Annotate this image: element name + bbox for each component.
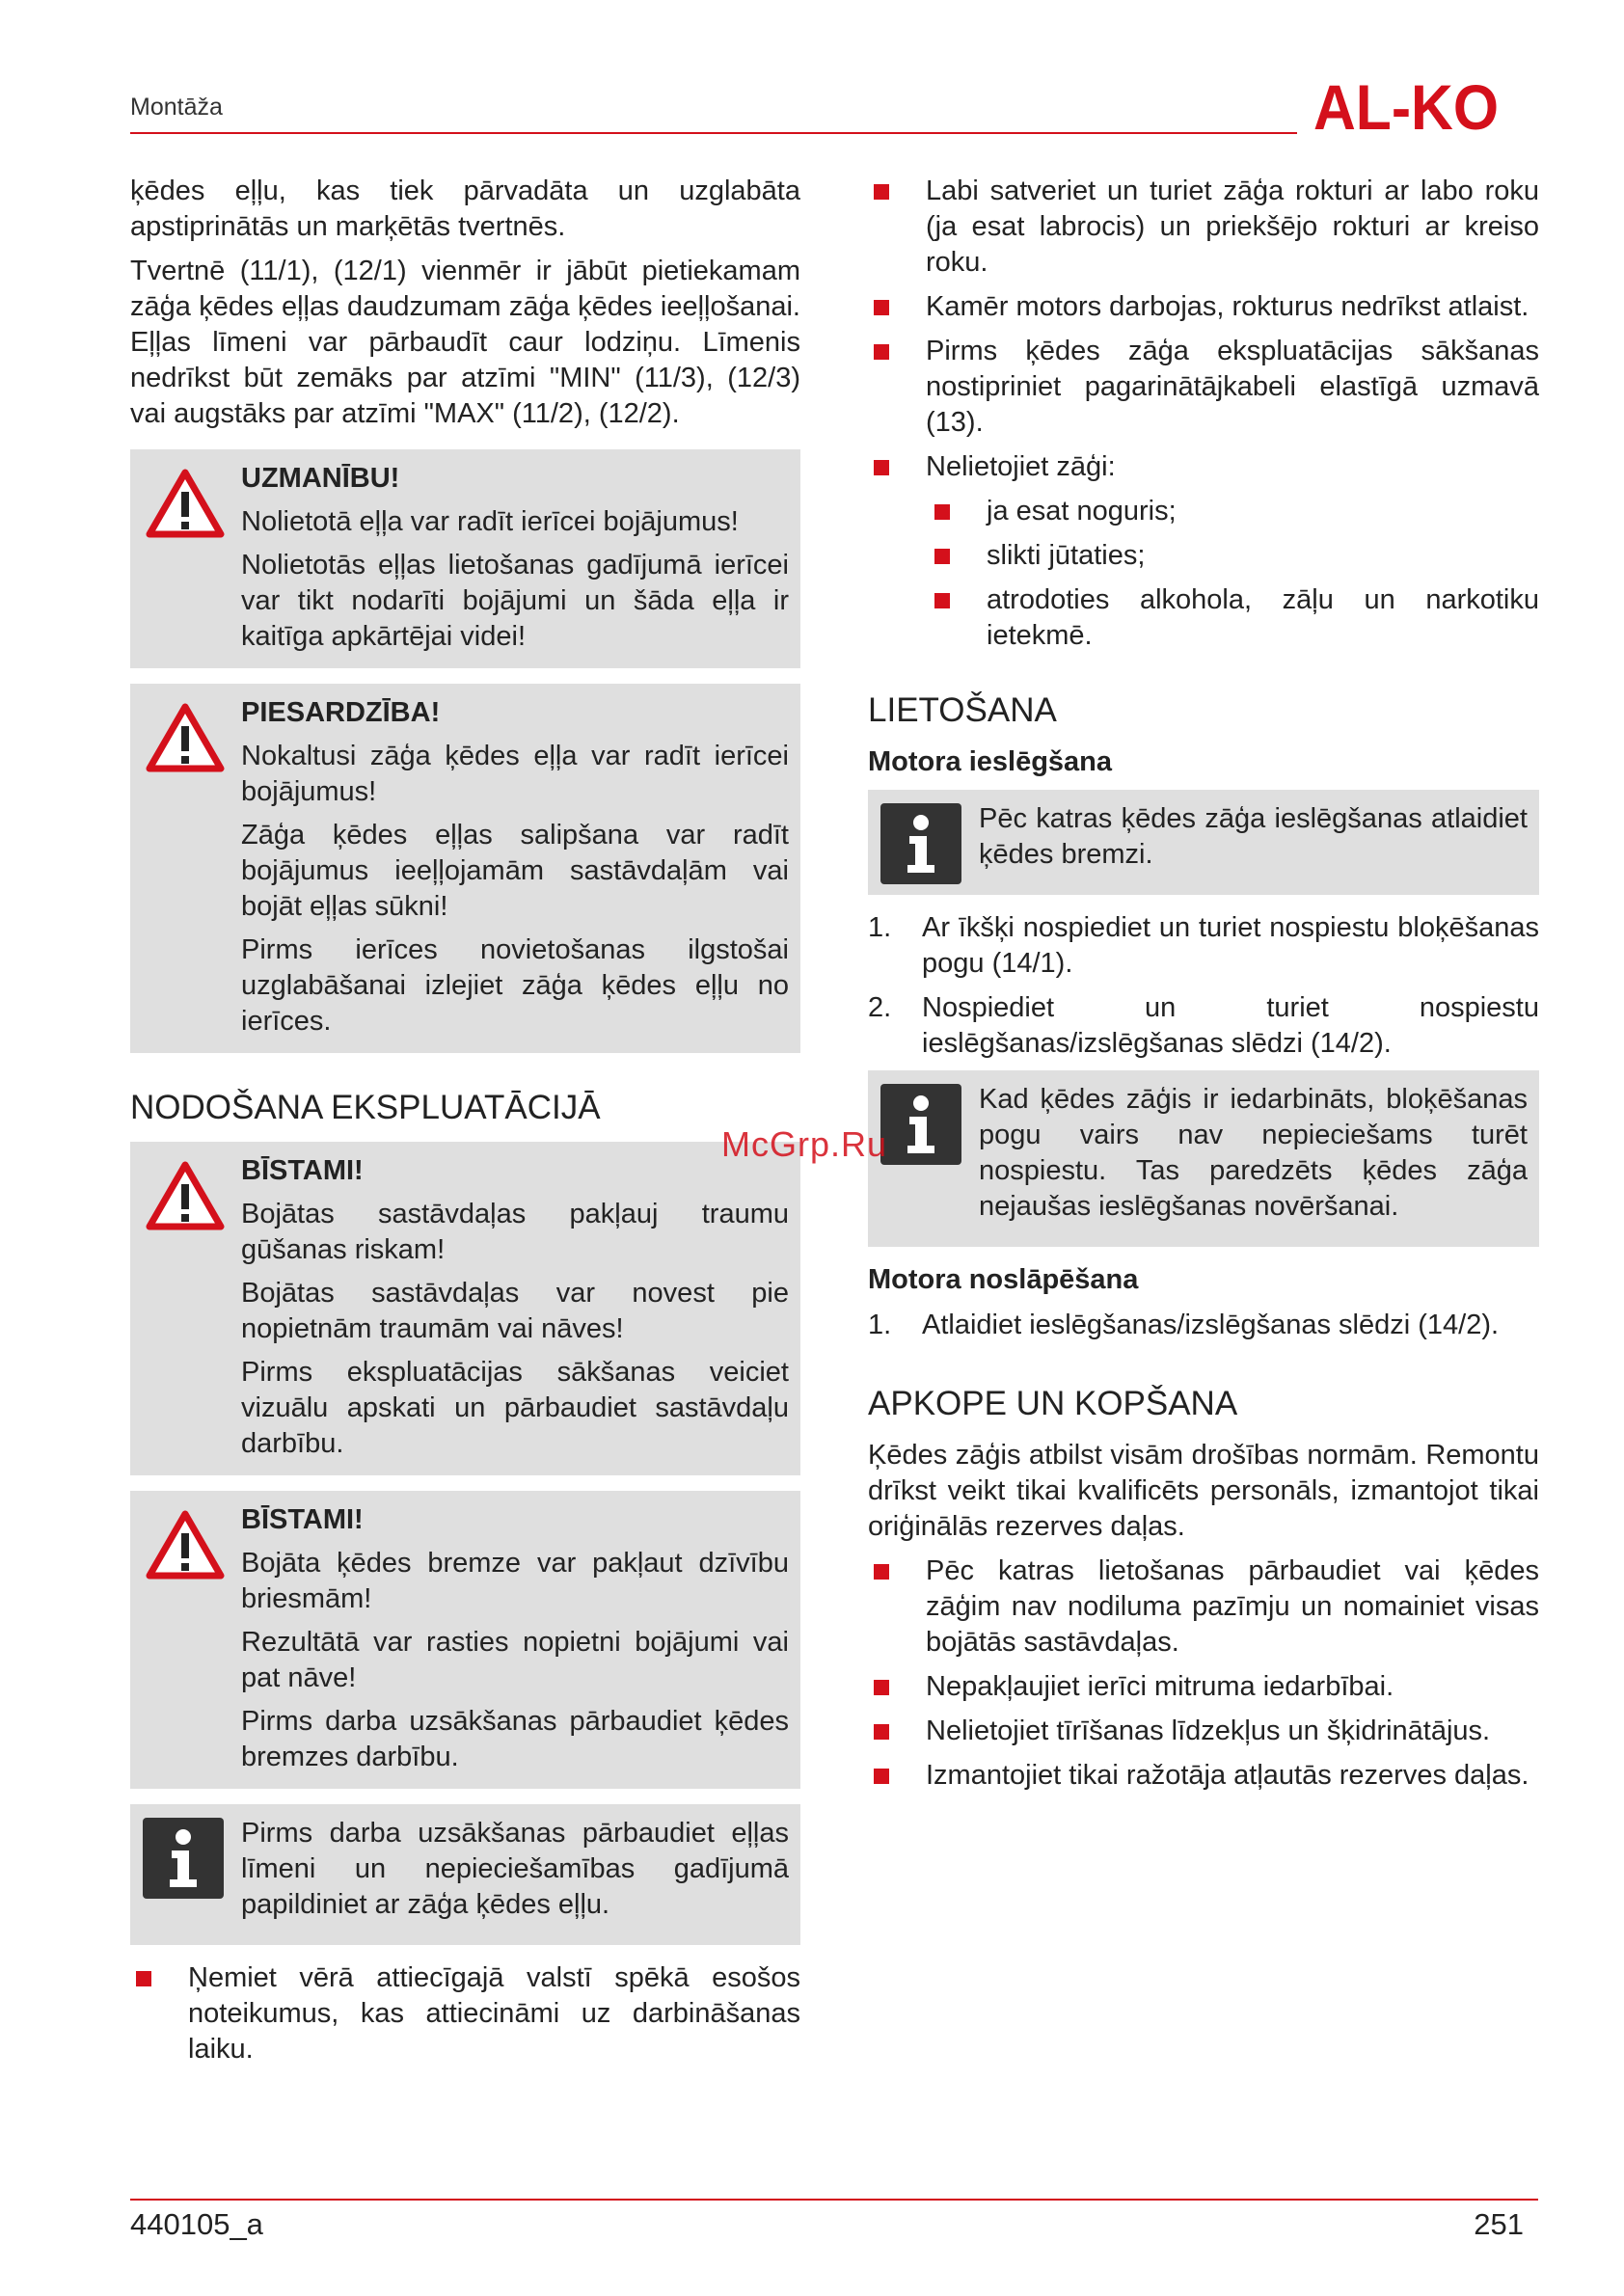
caution-text: Zāģa ķēdes eļļas salipšana var radīt bojājumus ieeļļojamām sastāvdaļām vai bojāt eļļas sūkni!	[241, 820, 789, 922]
sub-list-item: atrodoties alkohola, zāļu un narkotiku ietekmē.	[868, 582, 1539, 654]
numbered-step: 2. Nospiediet un turiet nospiestu ieslēgšanas/izslēgšanas slēdzi (14/2).	[868, 992, 1539, 1059]
warning-triangle-icon	[146, 1161, 225, 1230]
caution-text: Nolietotās eļļas lietošanas gadījumā ierīcei var tikt nodarīti bojājumi un šāda eļļa ir kaitīga apkārtējai videi!	[241, 550, 789, 652]
subheading-start-motor: Motora ieslēgšana	[868, 746, 1113, 777]
danger-box-components	[130, 1142, 800, 1475]
subheading-stop-motor: Motora noslāpēšana	[868, 1264, 1139, 1295]
bullet-square-icon	[934, 504, 950, 520]
bullet-square-icon	[874, 1724, 889, 1740]
warning-triangle-icon	[146, 469, 225, 538]
section-heading-commissioning: NODOŠANA EKSPLUATĀCIJĀ	[130, 1089, 601, 1126]
bullet-square-icon	[874, 344, 889, 360]
numbered-step: 1. Ar īkšķi nospiediet un turiet nospiestu bloķēšanas pogu (14/1).	[868, 912, 1539, 979]
info-box-lock-button	[868, 1070, 1539, 1247]
numbered-step: 1. Atlaidiet ieslēgšanas/izslēgšanas slēdzi (14/2).	[868, 1310, 1500, 1340]
bullet-square-icon	[934, 593, 950, 608]
sub-list-item: ja esat noguris;	[868, 494, 1539, 529]
caution-title: UZMANĪBU!	[241, 463, 400, 494]
list-item: Nepakļaujiet ierīci mitruma iedarbībai.	[868, 1669, 1539, 1705]
info-box-oil-level	[130, 1804, 800, 1945]
caution-text: Pirms ierīces novietošanas ilgstošai uzglabāšanai izlejiet zāģa ķēdes eļļu no ierīces.	[241, 934, 789, 1037]
left-column	[130, 174, 800, 2076]
danger-text: Pirms darba uzsākšanas pārbaudiet ķēdes bremzes darbību.	[241, 1706, 789, 1772]
list-item: Izmantojiet tikai ražotāja atļautās rezerves daļas.	[868, 1758, 1539, 1794]
list-item: Pirms ķēdes zāģa ekspluatācijas sākšanas nostipriniet pagarinātājkabeli elastīgā uzmavā (13).	[868, 334, 1539, 441]
info-text: Kad ķēdes zāģis ir iedarbināts, bloķēšanas pogu vairs nav nepieciešams turēt nospiestu. Tas paredzēts ķēdes zāģa nejaušas ieslēgšanas novēršanai.	[979, 1084, 1528, 1222]
warning-triangle-icon	[146, 703, 225, 772]
maintenance-intro: Ķēdes zāģis atbilst visām drošības normām. Remontu drīkst veikt tikai kvalificēts personāls, izmantojot tikai oriģinālās rezerves daļas.	[868, 1440, 1539, 1542]
danger-box-chain-brake	[130, 1491, 800, 1789]
bullet-square-icon	[136, 1971, 151, 1986]
danger-text: Bojātas sastāvdaļas pakļauj traumu gūšanas riskam!	[241, 1199, 789, 1265]
list-item: Kamēr motors darbojas, rokturus nedrīkst atlaist.	[868, 289, 1539, 325]
warning-triangle-icon	[146, 1510, 225, 1580]
danger-text: Rezultātā var rasties nopietni bojājumi vai pat nāve!	[241, 1627, 789, 1693]
caution-text: Nokaltusi zāģa ķēdes eļļa var radīt ierīcei bojājumus!	[241, 741, 789, 807]
caution-box-oil	[130, 449, 800, 668]
page-section-title: Montāža	[130, 94, 223, 121]
right-column	[868, 174, 1539, 1802]
caution-text: Nolietotā eļļa var radīt ierīcei bojājumus!	[241, 506, 739, 537]
info-text: Pirms darba uzsākšanas pārbaudiet eļļas līmeni un nepieciešamības gadījumā papildiniet ar zāģa ķēdes eļļu.	[241, 1818, 789, 1920]
section-heading-maintenance: APKOPE UN KOPŠANA	[868, 1385, 1238, 1422]
footer-rule	[130, 2199, 1538, 2201]
danger-text: Pirms ekspluatācijas sākšanas veiciet vizuālu apskati un pārbaudiet sastāvdaļu darbību.	[241, 1357, 789, 1459]
bullet-square-icon	[874, 1769, 889, 1784]
info-icon	[143, 1818, 224, 1899]
danger-title: BĪSTAMI!	[241, 1504, 364, 1535]
info-icon	[880, 1084, 961, 1165]
intro-paragraph-2: Tvertnē (11/1), (12/1) vienmēr ir jābūt pietiekamam zāģa ķēdes eļļas daudzumam zāģa ķēdes ieeļļošanai. Eļļas līmeni var pārbaudīt caur lodziņu. Līmenis nedrīkst būt zemāks par atzīmi "MIN" (11/3), (12/3) vai augstāks par atzīmi "MAX" (11/2), (12/2).	[130, 256, 800, 429]
brand-logo	[1313, 75, 1499, 139]
caution-box-dried-oil	[130, 684, 800, 1053]
sub-list-item: slikti jūtaties;	[868, 538, 1539, 574]
watermark: McGrp.Ru	[721, 1124, 888, 1164]
bullet-square-icon	[874, 300, 889, 315]
danger-title: BĪSTAMI!	[241, 1155, 364, 1186]
document-code: 440105_a	[130, 2207, 263, 2241]
info-box-brake	[868, 790, 1539, 895]
bullet-square-icon	[874, 460, 889, 475]
info-text: Pēc katras ķēdes zāģa ieslēgšanas atlaidiet ķēdes bremzi.	[979, 803, 1528, 870]
danger-text: Bojāta ķēdes bremze var pakļaut dzīvību briesmām!	[241, 1548, 789, 1614]
list-item: Nelietojiet tīrīšanas līdzekļus un šķidrinātājus.	[868, 1714, 1539, 1749]
bullet-square-icon	[874, 1680, 889, 1695]
bullet-square-icon	[874, 184, 889, 200]
bullet-square-icon	[874, 1564, 889, 1580]
list-item: Labi satveriet un turiet zāģa rokturi ar labo roku (ja esat labrocis) un priekšējo rokturi ar kreiso roku.	[868, 174, 1539, 281]
danger-text: Bojātas sastāvdaļas var novest pie nopietnām traumām vai nāves!	[241, 1278, 789, 1344]
caution-title: PIESARDZĪBA!	[241, 697, 441, 728]
list-item: Ņemiet vērā attiecīgajā valstī spēkā esošos noteikumus, kas attiecināmi uz darbināšanas laiku.	[130, 1960, 800, 2067]
info-icon	[880, 803, 961, 884]
bullet-square-icon	[934, 549, 950, 564]
list-item: Nelietojiet zāģi:	[868, 449, 1539, 485]
svg-text:AL-KO: AL-KO	[1313, 75, 1499, 139]
intro-paragraph-1: ķēdes eļļu, kas tiek pārvadāta un uzglabāta apstiprinātās un marķētās tvertnēs.	[130, 176, 800, 242]
list-item: Pēc katras lietošanas pārbaudiet vai ķēdes zāģim nav nodiluma pazīmju un nomainiet visas bojātās sastāvdaļas.	[868, 1553, 1539, 1661]
section-heading-usage: LIETOŠANA	[868, 691, 1057, 729]
page-number: 251	[1474, 2207, 1524, 2241]
header-rule	[130, 132, 1297, 134]
